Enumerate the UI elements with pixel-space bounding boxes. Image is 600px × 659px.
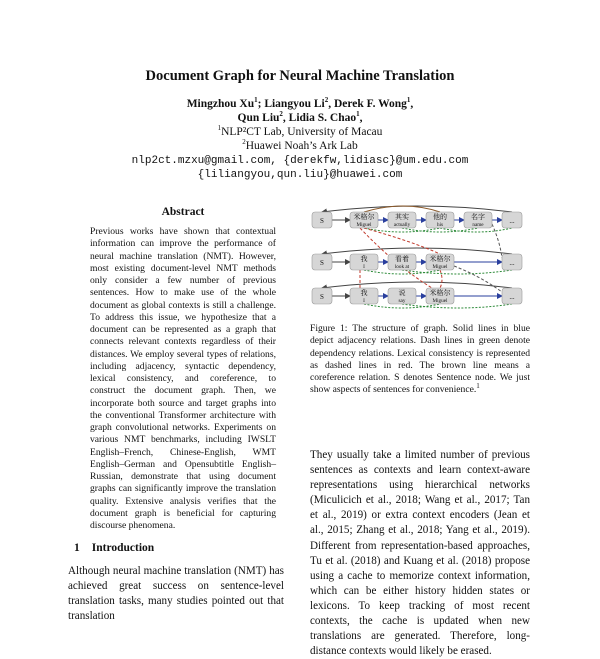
graph-node (312, 212, 332, 228)
affiliation-sup: 1 (217, 124, 222, 133)
node-label: 米格尔 (353, 213, 375, 221)
email-line-1: nlp2ct.mzxu@gmail.com, {derekfw,lidiasc}@um.edu.com (131, 155, 469, 167)
caption-footnote-mark: 1 (476, 382, 480, 391)
affiliation-2 (0, 140, 600, 153)
graph-node (350, 254, 378, 270)
node-gloss: say (398, 298, 406, 304)
node-label: 他的 (433, 213, 447, 221)
node-label: 我 (360, 255, 368, 263)
graph-edge (364, 304, 440, 308)
affiliation-sup: 2 (242, 138, 246, 147)
node-label: S (320, 259, 324, 267)
graph-node (350, 288, 378, 304)
author-name: , Derek F. Wong (328, 98, 407, 110)
caption-text: Figure 1: The structure of graph. Solid lines in blue depict adjacency relations. Dash lines in green denote dependency relations. Lexical consistency is represented as dashed lines in red. The brown line means a coreference relation. S denotes Sentence node. We just show aspects of sentences for convenience. (310, 323, 530, 396)
graph-node (350, 212, 378, 228)
author-name: , (359, 112, 363, 124)
graph-edge (364, 228, 440, 254)
abstract-heading: Abstract (161, 206, 205, 218)
graph-edge (454, 266, 502, 292)
introduction-text: Although neural machine translation (NMT) has achieved great success on sentence-level translation tasks, many studies pointed out that translation (68, 565, 284, 622)
graph-node (312, 288, 332, 304)
node-gloss: I (363, 264, 365, 270)
node-gloss: actually (393, 222, 411, 228)
node-gloss: name (472, 222, 484, 228)
document-graph-figure (304, 196, 536, 312)
node-label: ... (509, 217, 515, 225)
graph-node (388, 288, 416, 304)
node-label: 米格尔 (429, 289, 451, 297)
graph-edge (322, 248, 512, 254)
author-name: ; Liangyou Li (257, 98, 325, 110)
author-sup: 2 (324, 96, 329, 105)
node-label: S (320, 217, 324, 225)
section-heading-introduction (74, 542, 154, 554)
graph-edge (322, 282, 512, 288)
authors-line-1 (0, 98, 600, 111)
email-line-2: {liliangyou,qun.liu}@huawei.com (197, 169, 403, 181)
graph-edge (402, 304, 512, 308)
abstract-text: Previous works have shown that contextual information can improve the performance of neural machine translation (NMT). However, most existing document-level NMT methods only consider a few number of previous sentences. How to make use of the whole document as global contexts is still a challenge. To address this issue, we hypothesize that a document can be represented as a graph that connects relevant contexts regardless of their distances. We employ several types of relations, including adjacency, syntactic dependency, lexical consistency, and coreference, to construct the document graph. Then, we incorporate both source and target graphs into the conventional Transformer architecture with graph convolutional networks. Experiments on various NMT benchmarks, including IWSLT English–French, Chinese-English, WMT English–German and Opensubtitle English–Russian, demonstrate that using document graphs can significantly improve the translation quality. Extensive analysis verifies that the document graph is beneficial for capturing discourse phenomena. (90, 226, 276, 531)
author-name: , (410, 98, 414, 110)
node-label: 我 (360, 289, 368, 297)
graph-edge (440, 270, 442, 288)
author-sup: 2 (279, 110, 283, 119)
node-label: 米格尔 (429, 255, 451, 263)
right-column-text: They usually take a limited number of previous sentences as contexts and learn context-aware representations using hierarchical networks (Miculicich et al., 2018; Wang et al., 2017; Tan et al., 2019) or extra context encoders (Jean et al., 2015; Zhang et al., 2018; Yang et al., 2019). Different from representation-based approaches, Tu et al. (2018) and Kuang et al. (2018) propose using a cache to memorize context information, which can be either history hidden states or lexicons. To keep tracking of most recent contexts, the cache is updated when new translations are generated. Therefore, long-distance contexts would likely be erased. (310, 449, 530, 658)
graph-node (426, 212, 454, 228)
graph-node (388, 212, 416, 228)
graph-node (502, 212, 522, 228)
affiliation-text: Huawei Noah’s Ark Lab (245, 140, 358, 152)
author-sup: 1 (406, 96, 411, 105)
author-name: , Lidia S. Chao (282, 112, 357, 124)
authors-line-2 (0, 112, 600, 125)
graph-node (312, 254, 332, 270)
node-label: 名字 (471, 213, 485, 221)
node-gloss: Miguel (432, 298, 448, 304)
node-gloss: Miguel (356, 222, 372, 228)
author-name: Qun Liu (237, 112, 280, 124)
affiliation-1 (0, 126, 600, 139)
section-number: 1 (74, 542, 80, 554)
node-label: ... (509, 259, 515, 267)
author-name: Mingzhou Xu (186, 98, 255, 110)
section-title: Introduction (91, 542, 155, 554)
graph-nodes (312, 212, 522, 304)
graph-node (502, 254, 522, 270)
graph-edge (364, 270, 440, 274)
figure-caption (310, 323, 530, 397)
graph-node (388, 254, 416, 270)
paper-title: Document Graph for Neural Machine Translation (145, 68, 455, 84)
graph-node (502, 288, 522, 304)
node-label: 说 (398, 289, 406, 297)
graph-node (426, 288, 454, 304)
graph-edge (402, 270, 512, 274)
node-gloss: Miguel (432, 264, 448, 270)
node-gloss: I (363, 298, 365, 304)
node-label: 看着 (395, 255, 409, 263)
node-label: 其实 (395, 213, 409, 221)
graph-node (426, 254, 454, 270)
node-gloss: look at (394, 264, 410, 270)
affiliation-text: NLP²CT Lab, University of Macau (221, 126, 383, 138)
node-label: S (320, 293, 324, 301)
node-gloss: his (436, 222, 444, 228)
node-label: ... (509, 293, 515, 301)
author-sup: 1 (254, 96, 258, 105)
graph-node (464, 212, 492, 228)
author-sup: 1 (356, 110, 360, 119)
